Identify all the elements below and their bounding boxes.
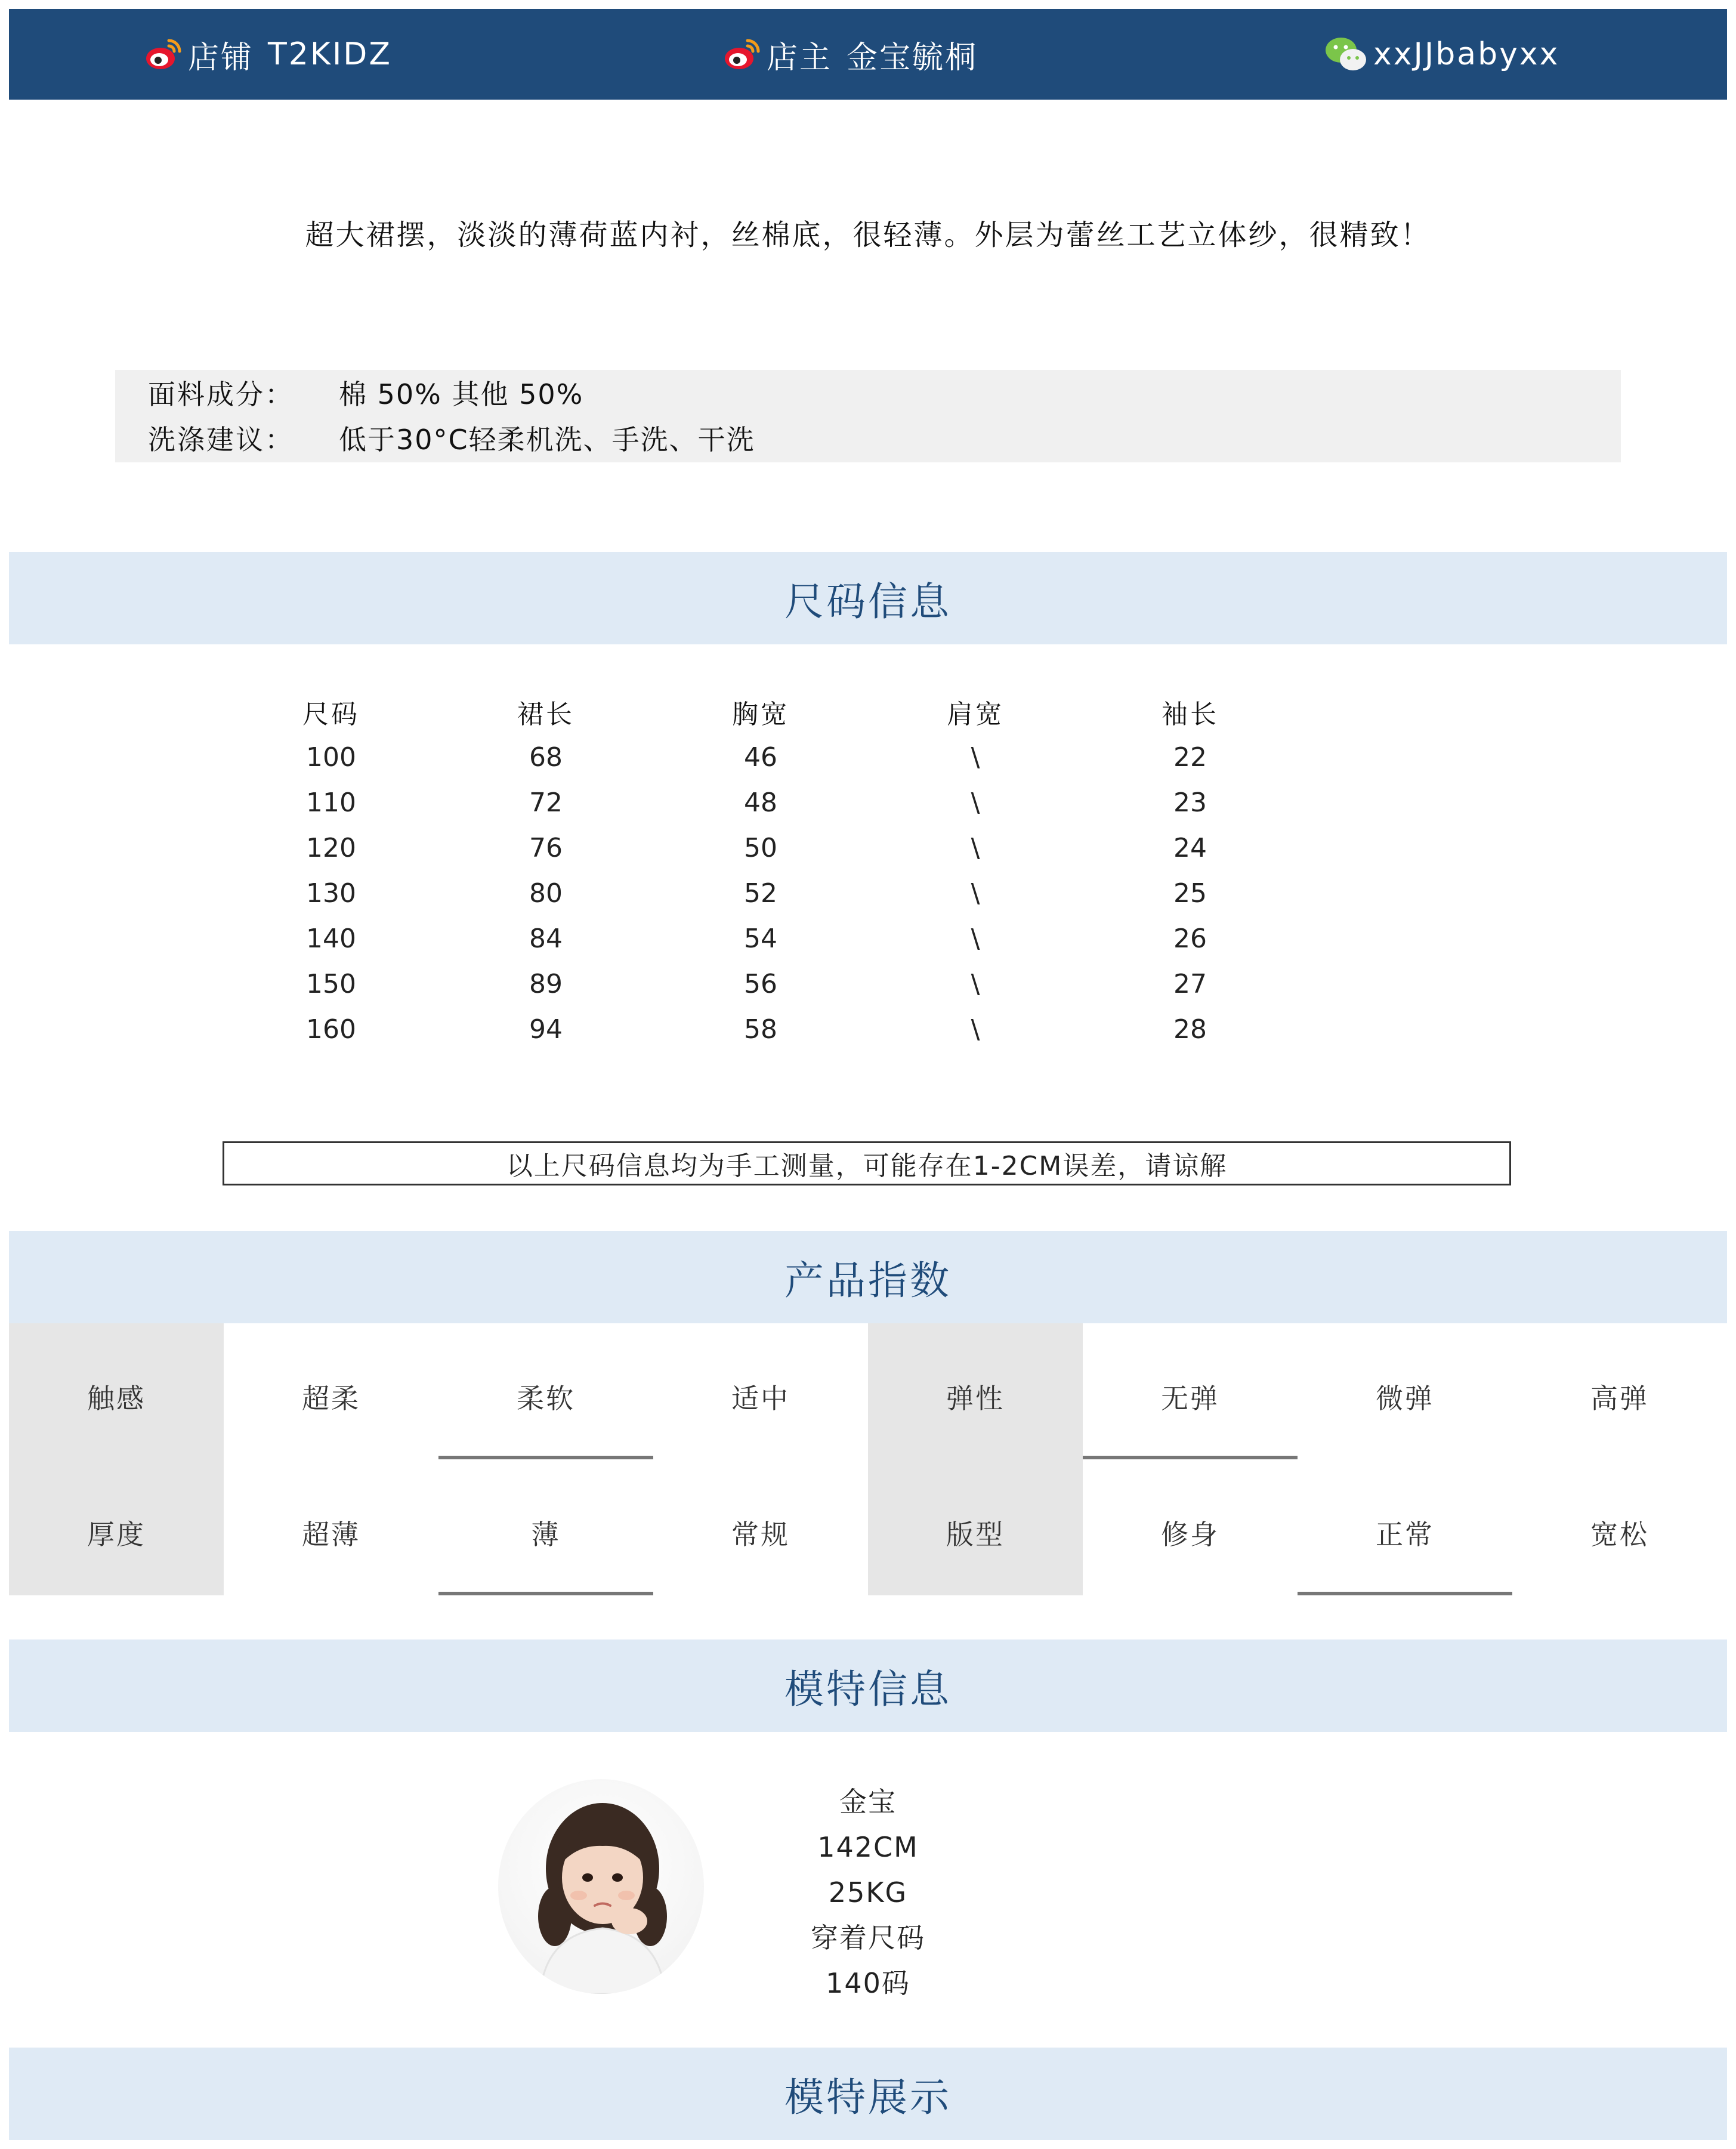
index-option: 微弹 (1376, 1382, 1434, 1415)
table-cell: 140 (306, 923, 356, 954)
wechat-icon (1324, 36, 1367, 73)
composition-label: 面料成分： (148, 378, 294, 410)
table-row (224, 1006, 1298, 1052)
index-section-title: 产品指数 (784, 1258, 952, 1304)
owner-name: 金宝毓桐 (847, 39, 978, 76)
index-option: 超柔 (302, 1382, 360, 1415)
table-row (224, 916, 1298, 961)
size-section-header (9, 552, 1727, 644)
wechat-id: xxJJbabyxx (1373, 36, 1560, 72)
washing-label: 洗涤建议： (148, 424, 294, 456)
model-height: 142CM (817, 1831, 919, 1863)
table-cell: \ (971, 1014, 980, 1045)
table-cell: \ (971, 787, 980, 818)
model-section-header (9, 1639, 1727, 1732)
model-info (689, 1779, 1047, 2006)
table-cell: 46 (744, 742, 777, 773)
table-cell: 27 (1173, 968, 1207, 999)
table-cell: 24 (1173, 832, 1207, 863)
index-option: 适中 (731, 1382, 790, 1415)
table-cell: 26 (1173, 923, 1207, 954)
header-cell: 尺码 (302, 699, 360, 730)
weibo-icon (145, 36, 182, 73)
index-option: 常规 (731, 1518, 790, 1551)
table-cell: \ (971, 832, 980, 863)
product-index-grid (9, 1323, 1727, 1595)
table-cell: \ (971, 923, 980, 954)
index-label-thickness: 厚度 (9, 1459, 224, 1595)
model-avatar (498, 1779, 704, 1994)
table-cell: 50 (744, 832, 777, 863)
table-cell: 120 (306, 832, 356, 863)
showcase-section-header (9, 2048, 1727, 2140)
table-row (224, 825, 1298, 870)
owner-item (724, 9, 978, 100)
owner-label: 店主 (767, 39, 833, 76)
selection-indicator (1298, 1592, 1512, 1595)
index-label-elasticity: 弹性 (868, 1323, 1083, 1459)
fabric-composition-row (148, 370, 583, 415)
table-cell: 56 (744, 968, 777, 999)
table-cell: \ (971, 968, 980, 999)
table-cell: 89 (529, 968, 563, 999)
table-row (224, 961, 1298, 1006)
model-size-label: 穿着尺码 (811, 1922, 925, 1954)
table-row (224, 734, 1298, 780)
table-cell: 23 (1173, 787, 1207, 818)
size-table (224, 689, 1298, 1052)
index-option-selected: 正常 (1298, 1459, 1512, 1595)
size-table-header (224, 689, 1298, 734)
table-cell: 80 (529, 878, 563, 909)
table-cell: 22 (1173, 742, 1207, 773)
shop-name: T2KIDZ (268, 36, 392, 72)
model-weight: 25KG (828, 1876, 908, 1909)
table-row (224, 870, 1298, 916)
table-cell: 48 (744, 787, 777, 818)
fabric-info-box (115, 370, 1621, 462)
table-cell: 58 (744, 1014, 777, 1045)
washing-value: 低于30°C轻柔机洗、手洗、干洗 (339, 424, 755, 456)
model-size-value: 140码 (826, 1967, 910, 1999)
table-cell: 94 (529, 1014, 563, 1045)
table-cell: \ (971, 742, 980, 773)
size-section-title: 尺码信息 (784, 579, 952, 625)
selection-indicator (438, 1592, 653, 1595)
size-note-box: 以上尺码信息均为手工测量，可能存在1-2CM误差，请谅解 (223, 1141, 1511, 1185)
table-cell: 25 (1173, 878, 1207, 909)
table-cell: 76 (529, 832, 563, 863)
index-label-fit: 版型 (868, 1459, 1083, 1595)
header-cell: 肩宽 (947, 699, 1004, 730)
model-photo (498, 1779, 704, 1994)
index-section-header (9, 1231, 1727, 1323)
index-option: 高弹 (1590, 1382, 1649, 1415)
index-option-selected: 薄 (438, 1459, 653, 1595)
table-cell: \ (971, 878, 980, 909)
table-cell: 160 (306, 1014, 356, 1045)
table-cell: 84 (529, 923, 563, 954)
shop-label: 店铺 (188, 39, 254, 76)
fabric-washing-row (148, 415, 755, 461)
table-cell: 68 (529, 742, 563, 773)
model-section-title: 模特信息 (784, 1666, 952, 1712)
index-option-selected: 无弹 (1083, 1323, 1298, 1459)
table-row (224, 780, 1298, 825)
showcase-section-title: 模特展示 (784, 2074, 952, 2120)
table-cell: 130 (306, 878, 356, 909)
table-cell: 28 (1173, 1014, 1207, 1045)
model-name: 金宝 (839, 1786, 897, 1818)
index-option: 宽松 (1590, 1518, 1649, 1551)
header-cell: 裙长 (517, 699, 574, 730)
index-label-touch: 触感 (9, 1323, 224, 1459)
top-bar (9, 9, 1727, 100)
table-cell: 150 (306, 968, 356, 999)
table-cell: 54 (744, 923, 777, 954)
wechat-item (1324, 9, 1559, 100)
header-cell: 袖长 (1162, 699, 1219, 730)
index-option-selected: 柔软 (438, 1323, 653, 1459)
header-cell: 胸宽 (732, 699, 789, 730)
composition-value: 棉 50% 其他 50% (339, 378, 584, 410)
table-cell: 110 (306, 787, 356, 818)
product-tagline: 超大裙摆，淡淡的薄荷蓝内衬，丝棉底，很轻薄。外层为蕾丝工艺立体纱，很精致！ (305, 218, 1431, 252)
table-cell: 72 (529, 787, 563, 818)
table-cell: 100 (306, 742, 356, 773)
index-option: 修身 (1161, 1518, 1219, 1551)
table-cell: 52 (744, 878, 777, 909)
weibo-icon (724, 36, 761, 73)
shop-item (145, 9, 392, 100)
index-option: 超薄 (302, 1518, 360, 1551)
